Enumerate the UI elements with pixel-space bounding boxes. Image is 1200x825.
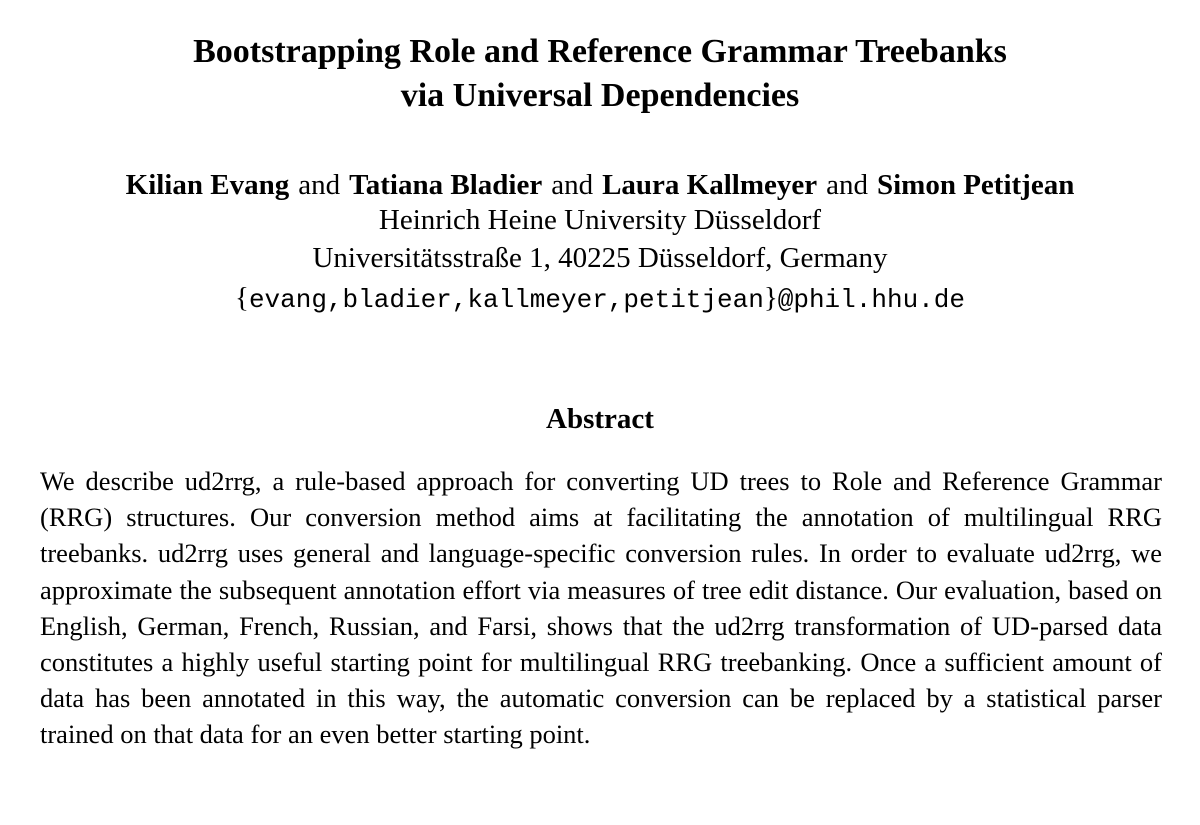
email-open-brace: { [235,282,249,314]
author-name: Simon Petitjean [877,169,1075,201]
email-close-brace: } [763,282,778,314]
abstract-heading: Abstract [546,403,654,435]
author-separator: and [551,169,594,201]
paper-title-line-2: via Universal Dependencies [400,77,800,114]
author-separator: and [826,169,868,201]
email-users: evang,bladier,kallmeyer,petitjean [248,285,764,315]
author-name: Laura Kallmeyer [602,169,818,201]
author-list [0,166,1200,204]
abstract-body: We describe ud2rrg, a rule-based approach for converting UD trees to Role and Reference Grammar (RRG) structures. Our conversion method aims at facilitating the annotation of multilingual RRG treebanks. ud2rrg uses general and language-specific conversion rules. In order to evaluate ud2rrg, we approximate the subsequent annotation effort via measures of tree edit distance. Our evaluation, based on English, German, French, Russian, and Farsi, shows that the ud2rrg transformation of UD-parsed data constitutes a highly useful starting point for multilingual RRG treebanking. Once a sufficient amount of data has been annotated in this way, the automatic conversion can be replaced by a statistical parser trained on that data for an even better starting point. [40,466,1162,750]
email-domain: @phil.hhu.de [777,285,965,315]
paper-title-line-1: Bootstrapping Role and Reference Grammar Treebanks [193,33,1007,70]
author-name: Tatiana Bladier [349,169,543,201]
author-emails [0,279,1200,319]
affiliation-institution: Heinrich Heine University Düsseldorf [378,204,822,236]
affiliation-address: Universitätsstraße 1, 40225 Düsseldorf, Germany [312,242,888,274]
author-name: Kilian Evang [125,169,290,201]
paper-title [0,30,1200,118]
author-separator: and [298,169,341,201]
